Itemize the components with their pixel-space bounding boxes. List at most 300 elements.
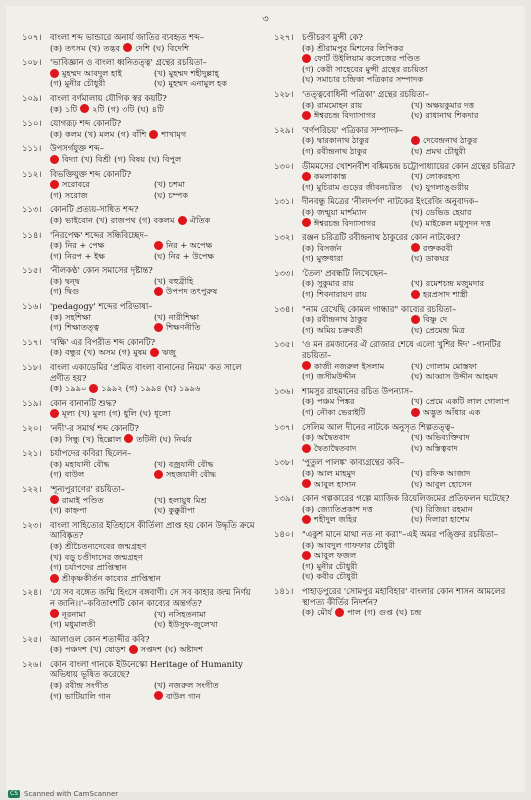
options-list: [50, 154, 258, 165]
option-letter: (গ): [125, 383, 138, 394]
question-text: বাংলা একাডেমির 'প্রমিত বাংলা বানানের নিয়ম' কত সালে প্রণীত হয়?: [50, 362, 242, 383]
option-letter: (ঘ): [411, 110, 423, 121]
question-text: "একুশ মানে মাথা নত না করা"–এই অমর পঙ্ক্তির রচয়িতা–: [302, 528, 498, 539]
option-text: শ্রীকৃষ্ণকীর্তন কাব্যের প্রাপ্তিস্থান: [62, 572, 161, 583]
option-text: রক্তকরবী: [423, 242, 453, 253]
option-text: সহশিক্ষা: [65, 311, 92, 322]
option-text: গোলাম মোস্তফা: [425, 360, 477, 371]
question-block: [22, 587, 258, 629]
option-marked: [50, 609, 151, 620]
question-line: [274, 493, 520, 504]
question-text: 'বর্ণপরিচয়' পত্রিকার সম্পাদক–: [302, 124, 404, 135]
option-text: সরোজ: [64, 189, 88, 200]
question-line: [22, 204, 258, 215]
option-text: বিদ্যা: [62, 153, 78, 164]
question-text: 'ভাবিজ্ঞান ও বাংলা ধ্বনিতত্ত্ব' গ্রন্থের রচয়িতা–: [50, 57, 207, 68]
option-text: দেবেন্দ্রনাথ ঠাকুর: [423, 135, 478, 146]
option: [154, 459, 255, 470]
option-letter: (ক): [302, 314, 315, 325]
question-text: কোন গল্পকারের গল্পে ম্যাজিক রিয়েলিজমের প্রতিফলন ঘটেছে?: [302, 493, 510, 504]
option-letter: (ঘ): [154, 505, 166, 516]
option-text: ১৯৯৬: [179, 383, 201, 394]
question-block: [22, 448, 258, 480]
scanner-label: Scanned with CamScanner: [24, 790, 119, 798]
question-line: [22, 587, 258, 608]
option-text: বিষয়: [128, 153, 146, 164]
option-letter: (ঘ): [411, 181, 423, 192]
option-letter: (খ): [82, 433, 95, 444]
question-text: কোন বাংলা গানকে ইউনেস্কো Heritage of Humanity অভিধায় ভূষিত করেছে?: [50, 658, 243, 680]
option-text: মুহম্মদ এনামুল হক: [168, 78, 228, 89]
question-line: [274, 89, 520, 100]
options-list: [50, 240, 258, 261]
answer-mark-icon: [302, 515, 311, 524]
question-number: ১১৫।: [22, 265, 42, 276]
option-text: কাহ্নপা: [64, 505, 87, 516]
option-text: পাল: [347, 607, 362, 618]
option: [302, 561, 517, 572]
question-text: 'বক্ষি' এর বিপরীত শব্দ কোনটি?: [50, 336, 156, 347]
option: [50, 215, 93, 226]
option-text: বন্ধুর: [65, 347, 81, 358]
option-letter: (গ): [302, 289, 314, 300]
option: [50, 541, 255, 552]
option-text: দ্বিগু: [64, 286, 80, 297]
option: [154, 68, 255, 79]
option-letter: (খ): [78, 408, 90, 419]
question-text: 'তত্ত্ববোধিনী পত্রিকা' গ্রন্থের রচয়িতা–: [302, 88, 430, 99]
question-block: [274, 457, 520, 489]
option-marked: [50, 408, 75, 419]
option-text: আবুল হোসেন: [425, 478, 472, 489]
option-text: শাখামৃগ: [161, 128, 187, 139]
option: [302, 571, 517, 582]
option-letter: (খ): [411, 171, 423, 182]
option-marked: [149, 129, 186, 140]
option-text: শিবনারায়ণ রায়: [316, 289, 367, 300]
options-list: [302, 100, 520, 121]
question-number: ১৩৩।: [274, 267, 294, 278]
question-line: [22, 520, 258, 541]
option-text: মুচিরাম গুড়ের জীবনচরিত: [316, 181, 403, 192]
option: [302, 432, 408, 443]
option-text: নৌকা ভেরাইটি: [316, 407, 366, 417]
question-number: ১২৪।: [22, 587, 42, 598]
option: [302, 396, 408, 407]
question-number: ১৩৯।: [274, 493, 294, 504]
answer-mark-icon: [302, 54, 311, 63]
option-text: পঞ্চদশ: [65, 644, 87, 655]
option-text: ডাকঘর: [425, 253, 450, 264]
option: [411, 171, 517, 182]
option-letter: (খ): [154, 608, 166, 619]
option-text: সিন্ধু: [65, 433, 80, 444]
option-letter: (ঘ): [164, 644, 177, 655]
question-number: ১১৪।: [22, 229, 42, 240]
answer-mark-icon: [302, 361, 311, 370]
option-text: রামাই পণ্ডিত: [62, 494, 104, 505]
option: [165, 644, 203, 655]
option-text: কলম: [65, 128, 82, 139]
scanner-watermark: [8, 790, 118, 798]
option-marked: [411, 407, 517, 418]
option-letter: (গ): [50, 562, 62, 573]
question-block: [22, 634, 258, 655]
option: [114, 154, 145, 165]
option-text: দ্বন্দ্ব: [65, 275, 80, 286]
question-block: [22, 169, 258, 201]
question-line: [22, 118, 258, 129]
option: [154, 495, 255, 506]
options-list: [302, 43, 520, 85]
option: [50, 644, 87, 655]
option: [154, 505, 255, 516]
option-letter: (গ): [302, 145, 314, 156]
option-text: শ্রীরামপুর মিশনের লিপিকর: [317, 42, 404, 53]
option-letter: (ঘ): [411, 324, 423, 335]
option-letter: (গ): [302, 560, 314, 571]
question-text: 'pedagogy' শব্দের পরিভাষা–: [50, 301, 153, 312]
answer-mark-icon: [154, 241, 163, 250]
option-letter: (ঘ): [137, 103, 149, 114]
option-letter: (ক): [50, 433, 63, 444]
option-marked: [302, 479, 408, 490]
answer-mark-icon: [50, 155, 59, 164]
option-letter: (ক): [50, 347, 63, 358]
option-letter: (খ): [84, 128, 97, 139]
options-list: [50, 541, 258, 583]
option-text: রাধানাথ শিকদার: [425, 110, 479, 121]
option-text: রামমোহন রায়: [317, 99, 363, 110]
option: [50, 552, 255, 563]
option-letter: (গ): [114, 153, 126, 164]
option-letter: (ক): [50, 42, 63, 53]
option-letter: (গ): [302, 253, 314, 264]
answer-mark-icon: [50, 69, 59, 78]
option-letter: (ঘ): [154, 78, 166, 89]
option-text: তটিনী: [136, 433, 157, 444]
question-line: [22, 448, 258, 459]
option: [140, 408, 171, 419]
option-letter: (ঘ): [164, 383, 177, 394]
option: [411, 100, 517, 111]
answer-mark-icon: [411, 315, 420, 324]
question-number: ১১৯।: [22, 397, 42, 408]
options-list: [50, 495, 258, 516]
option-marked: [124, 434, 156, 445]
option-text: উপপদ তৎপুরুষ: [166, 286, 218, 297]
option-text: নির্ঝর: [174, 433, 192, 444]
option: [302, 278, 408, 289]
option: [84, 347, 116, 358]
page-number: ৩: [262, 14, 269, 25]
question-text: 'ও মন রমজানের ঐ রোজার শেষে এলো খুশির ঈদ' –গানটির রচয়িতা–: [302, 339, 501, 361]
option: [396, 607, 422, 618]
option-letter: (ঘ): [139, 408, 152, 419]
option: [50, 562, 255, 573]
option-text: আব্বাস উদ্দীন আহমদ: [425, 371, 498, 382]
answer-mark-icon: [50, 495, 59, 504]
option: [302, 504, 408, 515]
options-list: [50, 383, 258, 394]
option: [50, 276, 151, 287]
option-text: ফোর্ট উইলিয়াম কলেজের পণ্ডিত: [314, 53, 420, 64]
question-number: ১৩৭।: [274, 421, 294, 432]
option: [50, 680, 151, 691]
option-text: মুহম্মদ শহীদুল্লাহ্: [168, 67, 219, 78]
option-text: মুনীর চৌধুরী: [316, 560, 358, 571]
option-letter: (গ): [117, 128, 130, 139]
option-text: শিক্ষণনীতি: [166, 322, 201, 333]
option-marked: [129, 644, 162, 655]
answer-mark-icon: [149, 130, 158, 139]
question-text: কোনটি প্রত্যয়-সাধিত শব্দ?: [50, 204, 139, 215]
option-text: কমলাকান্ত: [314, 171, 347, 182]
option-marked: [154, 286, 255, 297]
question-block: [274, 422, 520, 454]
option-text: কাজী নজরুল ইসলাম: [314, 360, 385, 371]
option: [50, 469, 151, 480]
question-number: ১৩১।: [274, 196, 294, 207]
option-letter: (গ): [118, 347, 131, 358]
option-text: ১৯৯৪: [140, 383, 162, 394]
question-line: [274, 161, 520, 172]
option-text: শহীদুল জহির: [314, 514, 357, 525]
option: [154, 619, 255, 630]
option-text: আবুল ফজল: [314, 550, 357, 561]
option: [50, 251, 151, 262]
question-block: [274, 586, 520, 618]
question-number: ১০৯।: [22, 92, 42, 103]
option-letter: (ঘ): [411, 253, 423, 264]
option-letter: (গ): [302, 324, 314, 335]
option: [50, 383, 86, 394]
option-letter: (গ): [50, 189, 62, 200]
answer-mark-icon: [50, 609, 59, 618]
question-block: [274, 125, 520, 157]
option: [154, 251, 255, 262]
option-text: অসম: [98, 347, 116, 358]
option: [137, 104, 164, 115]
options-list: [302, 314, 520, 335]
option-letter: (খ): [411, 396, 423, 407]
option-letter: (গ): [50, 250, 62, 261]
question-text: সেলিম আল দীনের নাটকে অনুসৃত শিল্পতত্ত্ব–: [302, 421, 455, 432]
option: [154, 179, 255, 190]
option-marked: [150, 347, 176, 358]
question-line: [22, 265, 258, 276]
option-text: নসিহতনামা: [168, 608, 207, 619]
option-text: চশমা: [168, 179, 185, 190]
option-text: ১টি: [65, 103, 78, 114]
option-text: মৌর্য: [317, 607, 333, 618]
option-letter: (ক): [50, 128, 63, 139]
question-number: ১১৩।: [22, 204, 42, 215]
option-marked: [50, 68, 151, 79]
option-text: আবুল হাসান: [314, 478, 357, 489]
question-number: ১২৮।: [274, 88, 294, 99]
option-text: দ্বারকানাথ ঠাকুর: [317, 135, 370, 146]
question-line: [22, 57, 258, 68]
option: [302, 371, 408, 382]
question-number: ১২০।: [22, 423, 42, 433]
camscanner-icon: CS: [10, 790, 18, 797]
option-marked: [50, 154, 78, 165]
option-letter: (খ): [411, 503, 423, 514]
option-letter: (গ): [50, 469, 62, 480]
question-line: [22, 32, 258, 43]
option-marked: [154, 322, 255, 333]
answer-mark-icon: [411, 136, 420, 145]
option-marked: [154, 240, 255, 251]
option-letter: (ঘ): [411, 217, 423, 228]
option: [50, 619, 151, 630]
answer-mark-icon: [80, 104, 89, 113]
question-text: 'পুতুল পালঙ্ক' কাব্যগ্রন্থের কবি–: [302, 457, 405, 468]
option-letter: (গ): [302, 181, 314, 192]
question-number: ১২৬।: [22, 658, 42, 669]
option-letter: (গ): [50, 78, 62, 89]
option-text: নারীশিক্ষা: [168, 311, 200, 322]
option-letter: (ক): [50, 540, 63, 551]
option-letter: (খ): [154, 680, 166, 691]
question-block: [22, 398, 258, 419]
question-block: [22, 520, 258, 584]
option-text: তৎসম: [65, 42, 86, 53]
question-block: [22, 423, 258, 444]
option: [118, 347, 146, 358]
option-text: দিলারা হাশেম: [425, 514, 470, 525]
question-line: [274, 125, 520, 136]
option-text: ১৯৯০: [65, 383, 87, 394]
question-number: ১২৭।: [274, 32, 294, 42]
option-text: কেরী সাহেবের মুন্সী গ্রন্থের রচয়িতা: [316, 63, 428, 74]
option-letter: (ক): [302, 432, 315, 443]
option-letter: (খ): [154, 179, 166, 190]
option-letter: (ঘ): [411, 145, 423, 156]
option-text: ভাইবোন: [65, 214, 93, 225]
option-text: মলম: [99, 128, 115, 139]
answer-mark-icon: [302, 172, 311, 181]
question-number: ১১২।: [22, 168, 42, 179]
option: [50, 240, 151, 251]
option-letter: (ক): [50, 644, 63, 655]
option-text: অদ্বৈতবাদ: [317, 432, 350, 443]
option-text: চন্দ্র: [410, 607, 422, 618]
question-text: আলাওল কোন শতাব্দীর কবি?: [50, 633, 150, 644]
option-letter: (ক): [50, 458, 63, 469]
option: [302, 43, 517, 54]
question-number: ১২৫।: [22, 633, 42, 644]
option: [165, 383, 201, 394]
question-line: [22, 398, 258, 409]
option-marked: [80, 104, 104, 115]
option-text: ২টি: [92, 103, 105, 114]
answer-mark-icon: [154, 323, 163, 332]
question-block: [22, 204, 258, 225]
question-line: [274, 304, 520, 315]
answer-mark-icon: [178, 216, 187, 225]
option-text: রবীন্দ্রনাথ ঠাকুর: [316, 145, 367, 156]
option-text: পঞ্চম পিঙ্কর: [317, 396, 355, 407]
options-list: [50, 129, 258, 140]
option-text: বিসর্জন: [317, 242, 342, 253]
option: [50, 459, 151, 470]
option-text: প্রেমেন্দ্র মিত্র: [425, 324, 465, 335]
option: [154, 609, 255, 620]
option-text: অদ্ভুত আঁধার এক: [423, 407, 481, 417]
option-marked: [302, 443, 408, 454]
option-letter: (ক): [302, 467, 315, 478]
option-letter: (গ): [50, 690, 62, 701]
option-letter: (খ): [411, 99, 423, 110]
question-text: বিভক্তিযুক্ত শব্দ কোনটি?: [50, 168, 132, 179]
answer-mark-icon: [411, 408, 420, 417]
question-text: 'শূন্যপুরাণের' রচয়িতা–: [50, 483, 125, 494]
question-line: [22, 337, 258, 348]
option: [302, 64, 517, 75]
option-text: মুল্য: [92, 408, 106, 419]
answer-mark-icon: [302, 444, 311, 453]
answer-mark-icon: [302, 479, 311, 488]
question-text: 'নদী'-র সমার্থ শব্দ কোনটি?: [50, 423, 139, 433]
question-block: [22, 265, 258, 297]
option-letter: (গ): [108, 408, 121, 419]
option-text: রিজিয়া রহমান: [425, 503, 473, 514]
answer-mark-icon: [154, 691, 163, 700]
option-text: সুকুমার রায়: [317, 278, 354, 289]
option-letter: (ঘ): [302, 74, 314, 85]
options-list: [302, 432, 520, 453]
option-text: মুক্তধারা: [316, 253, 344, 264]
option-text: রফিক আজাদ: [425, 467, 471, 478]
option-text: হলায়ুধ মিশ্র: [168, 494, 207, 505]
option-letter: (ঘ): [154, 250, 166, 261]
option-text: ঈশ্বরচন্দ্র বিদ্যাসাগর: [314, 217, 376, 228]
option-text: মাইকেল মধুসূদন দত্ত: [425, 217, 491, 228]
option-text: জ্যোতিপ্রকাশ দত্ত: [317, 503, 373, 514]
option-text: ধুলি: [123, 408, 137, 419]
option-letter: (খ): [154, 458, 166, 469]
option-text: রবীন্দ্রনাথ ঠাকুর: [317, 314, 368, 325]
option-text: ভাটিয়ালি গান: [64, 690, 111, 701]
question-block: [22, 230, 258, 262]
option-letter: (খ): [154, 275, 166, 286]
option-text: দেশি: [135, 42, 150, 53]
option: [50, 322, 151, 333]
option-marked: [335, 607, 361, 618]
option-letter: (গ): [302, 407, 314, 417]
option-letter: (খ): [83, 347, 96, 358]
option-text: ঐতিক: [189, 214, 211, 225]
option: [50, 505, 151, 516]
option-letter: (খ): [411, 278, 423, 289]
options-list: [50, 459, 258, 480]
left-column: [22, 32, 258, 705]
option: [411, 479, 517, 490]
option: [411, 432, 517, 443]
option: [107, 104, 134, 115]
option: [302, 325, 408, 336]
question-block: [22, 337, 258, 358]
option: [139, 215, 175, 226]
option-text: মুষম: [133, 347, 147, 358]
option-text: সরোবরে: [62, 179, 90, 190]
option-marked: [411, 314, 517, 325]
option-letter: (গ): [302, 63, 314, 74]
options-list: [302, 243, 520, 264]
question-line: [22, 143, 258, 154]
